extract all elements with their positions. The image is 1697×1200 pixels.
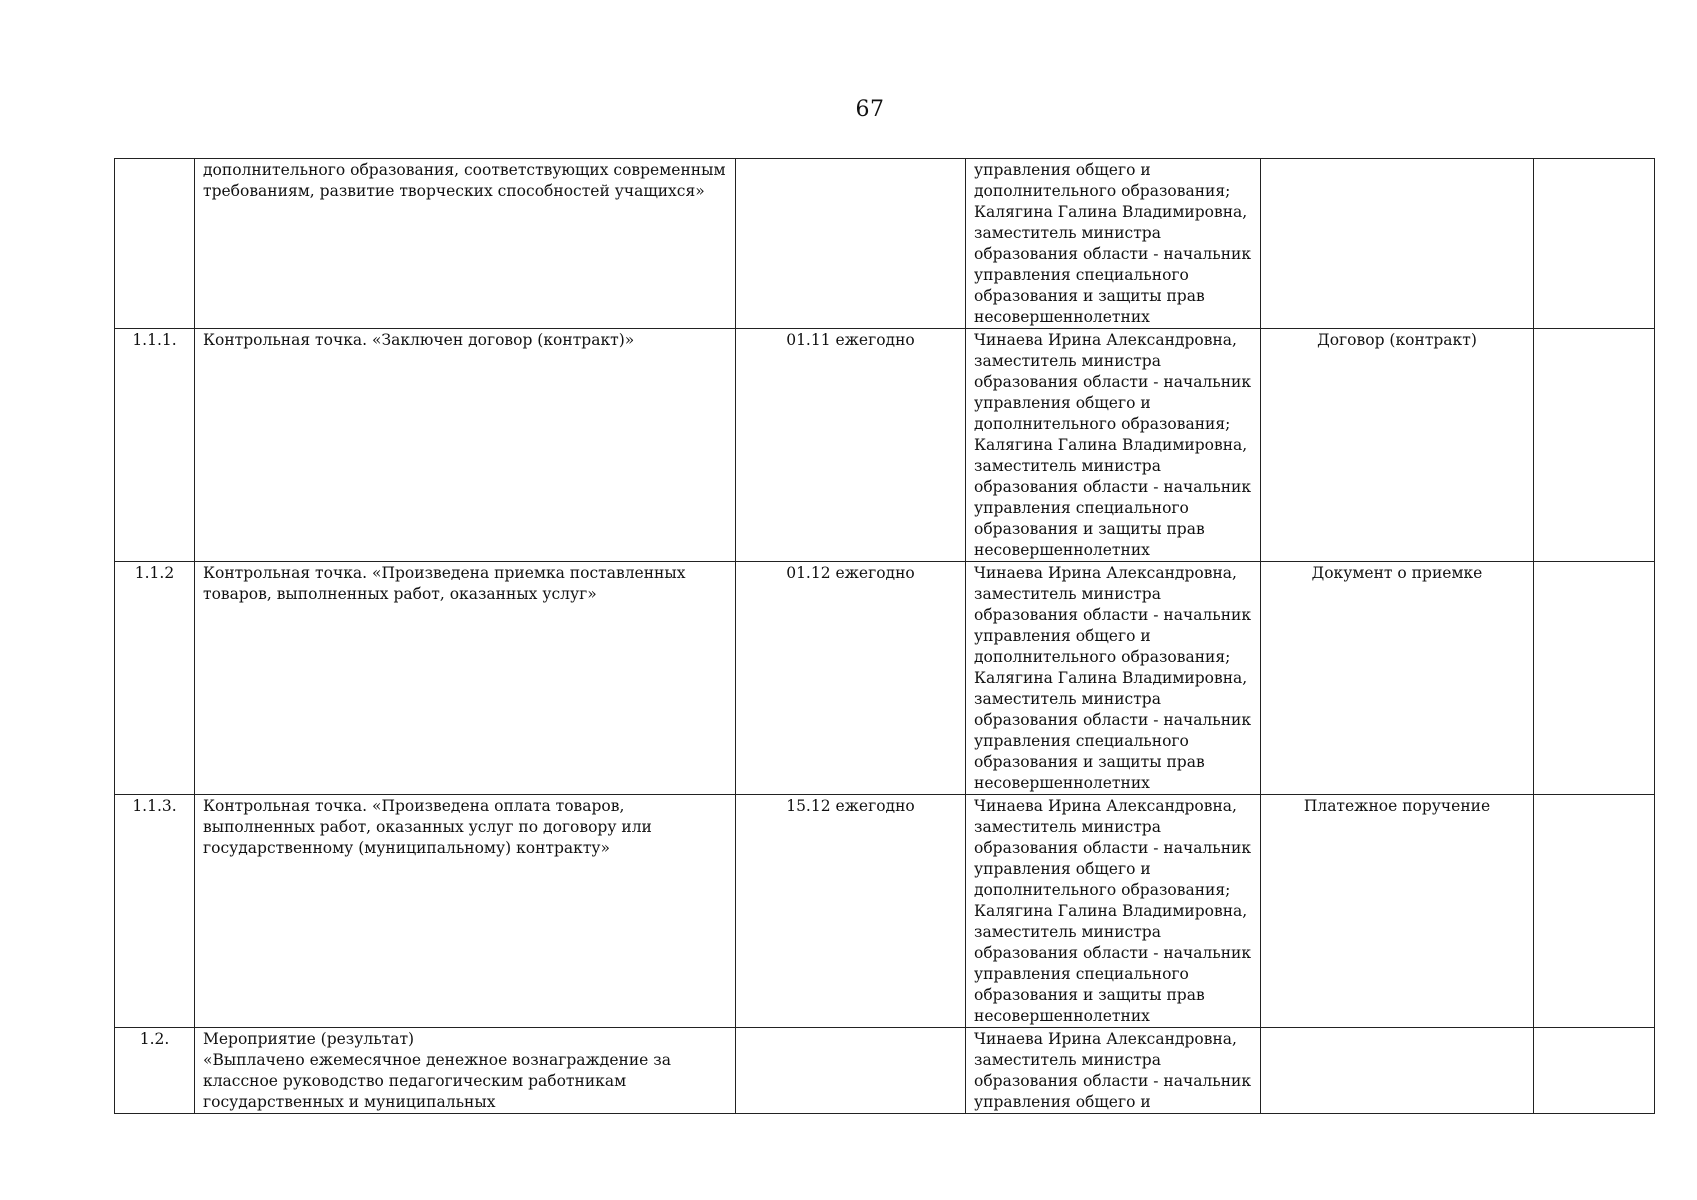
row-number-cell: 1.1.2 [115, 562, 195, 795]
table-row [115, 795, 1655, 1028]
extra-cell [1534, 562, 1655, 795]
row-number-cell: 1.1.3. [115, 795, 195, 1028]
page-number: 67 [855, 97, 885, 122]
responsible-cell: Чинаева Ирина Александровна, заместитель министра образования области - начальник управления общего и [966, 1028, 1261, 1114]
table-row [115, 329, 1655, 562]
document-cell: Договор (контракт) [1261, 329, 1534, 562]
deadline-cell [736, 1028, 966, 1114]
deadline-cell: 01.12 ежегодно [736, 562, 966, 795]
document-cell [1261, 1028, 1534, 1114]
event-name-cell: Мероприятие (результат) «Выплачено ежемесячное денежное вознаграждение за классное руководство педагогическим работникам государственных и муниципальных [195, 1028, 736, 1114]
deadline-cell [736, 159, 966, 329]
deadline-cell: 15.12 ежегодно [736, 795, 966, 1028]
extra-cell [1534, 329, 1655, 562]
table-row [115, 562, 1655, 795]
row-number-cell: 1.1.1. [115, 329, 195, 562]
responsible-cell: Чинаева Ирина Александровна, заместитель министра образования области - начальник управления общего и дополнительного образования; Калягина Галина Владимировна, заместитель министра образования области - начальник управления специального образования и защиты прав несовершеннолетних [966, 329, 1261, 562]
row-number-cell: 1.2. [115, 1028, 195, 1114]
plan-table [114, 158, 1655, 1114]
responsible-cell: управления общего и дополнительного образования; Калягина Галина Владимировна, заместитель министра образования области - начальник управления специального образования и защиты прав несовершеннолетних [966, 159, 1261, 329]
extra-cell [1534, 1028, 1655, 1114]
extra-cell [1534, 159, 1655, 329]
extra-cell [1534, 795, 1655, 1028]
table-row [115, 159, 1655, 329]
document-cell [1261, 159, 1534, 329]
document-cell: Платежное поручение [1261, 795, 1534, 1028]
event-name-cell: дополнительного образования, соответствующих современным требованиям, развитие творческих способностей учащихся» [195, 159, 736, 329]
row-number-cell [115, 159, 195, 329]
event-name-cell: Контрольная точка. «Произведена приемка поставленных товаров, выполненных работ, оказанных услуг» [195, 562, 736, 795]
responsible-cell: Чинаева Ирина Александровна, заместитель министра образования области - начальник управления общего и дополнительного образования; Калягина Галина Владимировна, заместитель министра образования области - начальник управления специального образования и защиты прав несовершеннолетних [966, 795, 1261, 1028]
document-cell: Документ о приемке [1261, 562, 1534, 795]
table-row [115, 1028, 1655, 1114]
event-name-cell: Контрольная точка. «Заключен договор (контракт)» [195, 329, 736, 562]
deadline-cell: 01.11 ежегодно [736, 329, 966, 562]
responsible-cell: Чинаева Ирина Александровна, заместитель министра образования области - начальник управления общего и дополнительного образования; Калягина Галина Владимировна, заместитель министра образования области - начальник управления специального образования и защиты прав несовершеннолетних [966, 562, 1261, 795]
event-name-cell: Контрольная точка. «Произведена оплата товаров, выполненных работ, оказанных услуг по договору или государственному (муниципальному) контракту» [195, 795, 736, 1028]
